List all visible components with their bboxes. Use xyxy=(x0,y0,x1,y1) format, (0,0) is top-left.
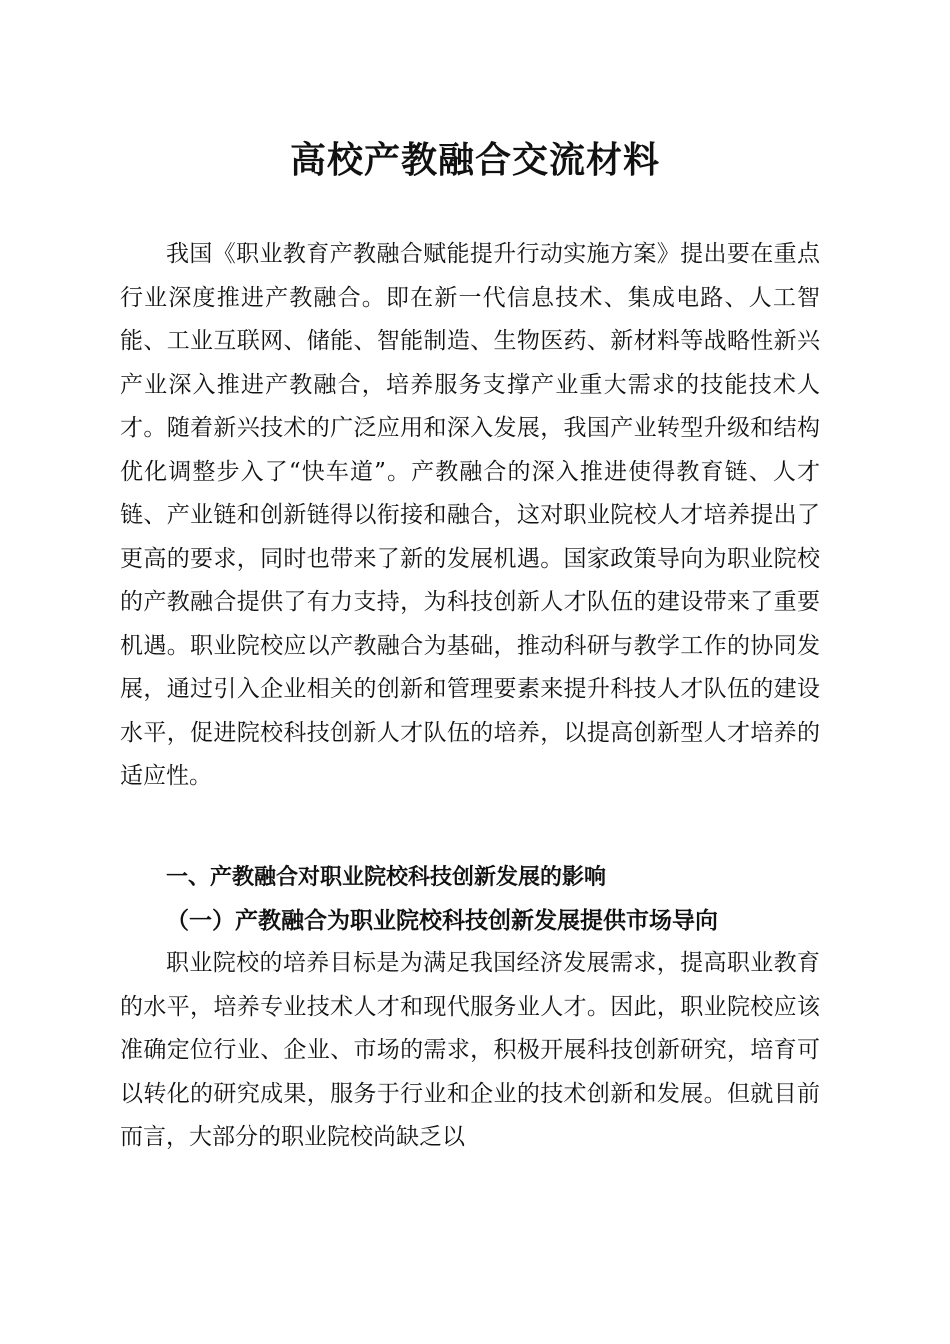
body-paragraph-market xyxy=(120,942,820,1160)
paragraph-text: 职业院校的培养目标是为满足我国经济发展需求，提高职业教育的水平，培养专业技术人才和现代服务业人才。因此，职业院校应该准确定位行业、企业、市场的需求，积极开展科技创新研究，培育可以转化的研究成果，服务于行业和企业的技术创新和发展。但就目前而言，大部分的职业院校尚缺乏以 xyxy=(120,950,820,1150)
document-title: 高校产教融合交流材料 xyxy=(289,139,660,181)
section-heading-1: 一、产教融合对职业院校科技创新发展的影响 xyxy=(166,865,607,890)
body-paragraph-intro xyxy=(120,233,820,799)
paragraph-text: 我国《职业教育产教融合赋能提升行动实施方案》提出要在重点行业深度推进产教融合。即在新一代信息技术、集成电路、人工智能、工业互联网、储能、智能制造、生物医药、新材料等战略性新兴产业深入推进产教融合，培养服务支撑产业重大需求的技能技术人才。随着新兴技术的广泛应用和深入发展，我国产业转型升级和结构优化调整步入了“快车道”。产教融合的深入推进使得教育链、人才链、产业链和创新链得以衔接和融合，这对职业院校人才培养提出了更高的要求，同时也带来了新的发展机遇。国家政策导向为职业院校的产教融合提供了有力支持，为科技创新人才队伍的建设带来了重要机遇。职业院校应以产教融合为基础，推动科研与教学工作的协同发展，通过引入企业相关的创新和管理要素来提升科技人才队伍的建设水平，促进院校科技创新人才队伍的培养，以提高创新型人才培养的适应性。 xyxy=(120,241,820,789)
subsection-heading-1-1: （一）产教融合为职业院校科技创新发展提供市场导向 xyxy=(166,907,718,934)
